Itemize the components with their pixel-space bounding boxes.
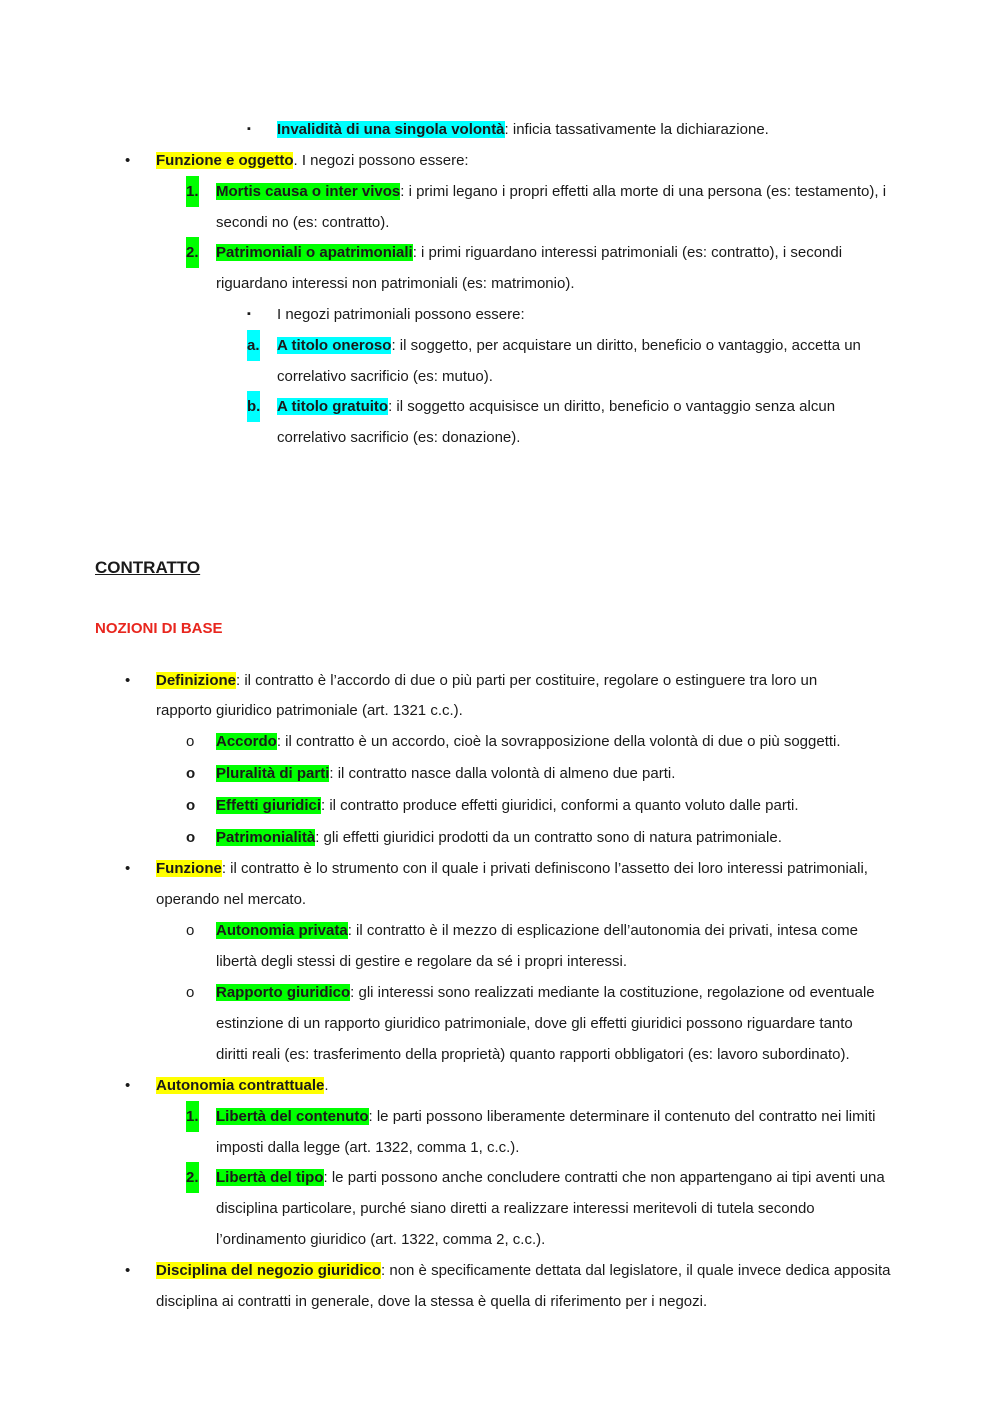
term-patrimonialita: Patrimonialità xyxy=(216,829,316,846)
list-item-liberta-tipo-cont2: l’ordinamento giuridico (art. 1322, comma 2, c.c.). xyxy=(216,1231,546,1248)
bullet-icon: • xyxy=(125,152,131,169)
list-item-liberta-contenuto: Libertà del contenuto: le parti possono liberamente determinare il contenuto del contratto nei limiti xyxy=(216,1108,876,1125)
list-item-mortis-causa-cont: secondi no (es: contratto). xyxy=(216,214,390,231)
term-titolo-oneroso: A titolo oneroso xyxy=(277,337,392,354)
list-item-autonomia-contrattuale: Autonomia contrattuale. xyxy=(156,1077,329,1094)
list-item-titolo-oneroso: A titolo oneroso: il soggetto, per acquistare un diritto, beneficio o vantaggio, accetta un xyxy=(277,337,861,354)
list-item-disciplina-cont: disciplina ai contratti in generale, dove la stessa è quella di riferimento per i negozi. xyxy=(156,1293,708,1310)
list-item-definizione-cont: rapporto giuridico patrimoniale (art. 1321 c.c.). xyxy=(156,702,463,719)
term-mortis-causa: Mortis causa o inter vivos xyxy=(216,183,401,200)
term-liberta-tipo: Libertà del tipo xyxy=(216,1169,324,1186)
list-marker-a: a. xyxy=(247,330,260,361)
list-item-autonomia-privata: Autonomia privata: il contratto è il mezzo di esplicazione dell’autonomia dei privati, intesa come xyxy=(216,922,858,939)
term-autonomia-contrattuale: Autonomia contrattuale xyxy=(156,1077,325,1094)
list-item-titolo-gratuito-cont: correlativo sacrificio (es: donazione). xyxy=(277,429,521,446)
term-disciplina: Disciplina del negozio giuridico xyxy=(156,1262,382,1279)
term-accordo: Accordo xyxy=(216,733,277,750)
list-item-definizione: Definizione: il contratto è l’accordo di due o più parti per costituire, regolare o estinguere tra loro un xyxy=(156,672,818,689)
circle-bullet-icon: o xyxy=(186,797,196,814)
list-item-rapporto-giuridico: Rapporto giuridico: gli interessi sono realizzati mediante la costituzione, regolazione od eventuale xyxy=(216,984,875,1001)
list-item-disciplina: Disciplina del negozio giuridico: non è specificamente dettata dal legislatore, il quale invece dedica apposita xyxy=(156,1262,891,1279)
bullet-icon: • xyxy=(125,860,131,877)
list-marker-1: 1. xyxy=(186,176,199,207)
list-item-patrimonialita: Patrimonialità: gli effetti giuridici prodotti da un contratto sono di natura patrimoniale. xyxy=(216,829,782,846)
list-item-liberta-tipo-cont: disciplina particolare, purché siano diretti a realizzare interessi meritevoli di tutela secondo xyxy=(216,1200,815,1217)
circle-bullet-icon: o xyxy=(186,922,195,939)
list-item-titolo-oneroso-cont: correlativo sacrificio (es: mutuo). xyxy=(277,368,493,385)
bullet-icon: • xyxy=(125,672,131,689)
list-item-mortis-causa: Mortis causa o inter vivos: i primi legano i propri effetti alla morte di una persona (es: testamento), i xyxy=(216,183,887,200)
term-autonomia-privata: Autonomia privata xyxy=(216,922,348,939)
list-item-funzione-cont: operando nel mercato. xyxy=(156,891,307,908)
list-item-invalidita: Invalidità di una singola volontà: inficia tassativamente la dichiarazione. xyxy=(277,121,769,138)
list-item-liberta-tipo: Libertà del tipo: le parti possono anche concludere contratti che non appartengano ai tipi aventi una xyxy=(216,1169,885,1186)
circle-bullet-icon: o xyxy=(186,733,195,750)
list-item-patrimoniali-cont: riguardano interessi non patrimoniali (es: matrimonio). xyxy=(216,275,575,292)
term-rapporto-giuridico: Rapporto giuridico xyxy=(216,984,351,1001)
term-invalidita: Invalidità di una singola volontà xyxy=(277,121,505,138)
list-item-pluralita: Pluralità di parti: il contratto nasce dalla volontà di almeno due parti. xyxy=(216,765,676,782)
list-item-liberta-contenuto-cont: imposti dalla legge (art. 1322, comma 1, c.c.). xyxy=(216,1139,520,1156)
list-item-autonomia-privata-cont: libertà degli stessi di gestire e regolare da sé i propri interessi. xyxy=(216,953,628,970)
circle-bullet-icon: o xyxy=(186,984,195,1001)
list-item-accordo: Accordo: il contratto è un accordo, cioè la sovrapposizione della volontà di due o più soggetti. xyxy=(216,733,841,750)
term-effetti: Effetti giuridici xyxy=(216,797,321,814)
list-item-funzione-oggetto: Funzione e oggetto. I negozi possono essere: xyxy=(156,152,469,169)
circle-bullet-icon: o xyxy=(186,765,196,782)
list-item-titolo-gratuito: A titolo gratuito: il soggetto acquisisce un diritto, beneficio o vantaggio senza alcun xyxy=(277,398,836,415)
bullet-icon: • xyxy=(125,1262,131,1279)
term-pluralita: Pluralità di parti xyxy=(216,765,330,782)
list-item-patrimoniali: Patrimoniali o apatrimoniali: i primi riguardano interessi patrimoniali (es: contratto), i secondi xyxy=(216,244,843,261)
term-definizione: Definizione xyxy=(156,672,237,689)
list-item-funzione: Funzione: il contratto è lo strumento con il quale i privati definiscono l’assetto dei loro interessi patrimoniali, xyxy=(156,860,868,877)
list-marker-1: 1. xyxy=(186,1101,199,1132)
list-marker-2: 2. xyxy=(186,237,199,268)
term-funzione: Funzione xyxy=(156,860,222,877)
list-item-negozi-patrimoniali: I negozi patrimoniali possono essere: xyxy=(277,306,525,323)
list-marker-2: 2. xyxy=(186,1162,199,1193)
term-patrimoniali: Patrimoniali o apatrimoniali xyxy=(216,244,413,261)
list-marker-b: b. xyxy=(247,391,260,422)
square-bullet-icon: ▪ xyxy=(247,123,251,135)
circle-bullet-icon: o xyxy=(186,829,196,846)
list-item-effetti: Effetti giuridici: il contratto produce effetti giuridici, conformi a quanto voluto dalle parti. xyxy=(216,797,799,814)
term-liberta-contenuto: Libertà del contenuto xyxy=(216,1108,369,1125)
square-bullet-icon: ▪ xyxy=(247,308,251,320)
section-title: CONTRATTO xyxy=(95,558,201,577)
term-funzione-oggetto: Funzione e oggetto xyxy=(156,152,294,169)
term-titolo-gratuito: A titolo gratuito xyxy=(277,398,389,415)
list-item-rapporto-giuridico-cont2: diritti reali (es: trasferimento della proprietà) quanto rapporti obbligatori (es: lavoro subordinato). xyxy=(216,1046,850,1063)
bullet-icon: • xyxy=(125,1077,131,1094)
list-item-rapporto-giuridico-cont: estinzione di un rapporto giuridico patrimoniale, dove gli effetti giuridici possono riguardare tanto xyxy=(216,1015,853,1032)
subsection-title: NOZIONI DI BASE xyxy=(95,620,223,637)
